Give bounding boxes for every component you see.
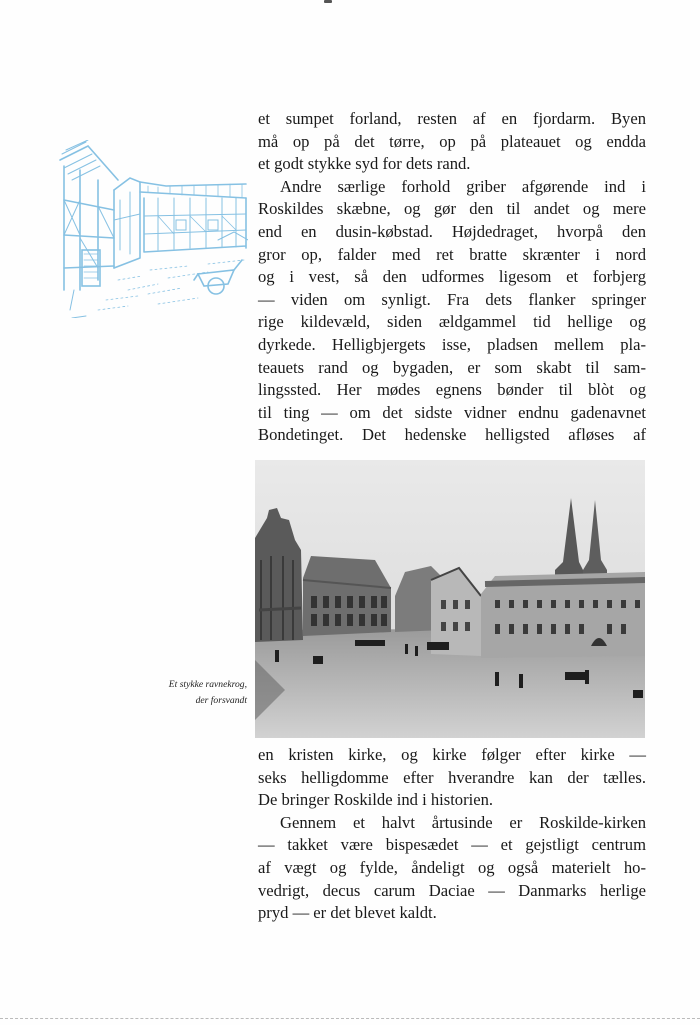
text-line: rige kildevæld, siden ældgammel tid hellige og [258, 312, 646, 332]
text-line: — viden om synligt. Fra dets flanker springer [258, 289, 646, 309]
text-line: til ting — om det sidste vidner endnu gadenavnet [258, 402, 646, 422]
text-line: en kristen kirke, og kirke følger efter kirke — [258, 745, 646, 764]
town-square-photograph [255, 460, 645, 738]
text-line: Bondetinget. Det hedenske helligsted afløses af [258, 425, 646, 445]
print-mark [318, 0, 336, 6]
text-line: lingssted. Her mødes egnens bønder til blòt og [258, 380, 646, 400]
text-line: dyrkede. Helligbjergets isse, pladsen mellem pla- [258, 334, 646, 354]
text-line: må op på det tørre, op på plateauet og endda [258, 131, 646, 151]
text-line: seks helligdomme efter hverandre kan der tælles. [258, 767, 646, 787]
text-line: pryd — er det blevet kaldt. [258, 903, 437, 923]
courtyard-sketch-illustration [58, 140, 248, 318]
body-text-bottom [258, 744, 646, 925]
text-line: — takket være bispesædet — et gejstligt centrum [258, 835, 646, 855]
text-line: et godt stykke syd for dets rand. [258, 154, 471, 174]
text-line: Gennem et halvt årtusinde er Roskilde-kirken [280, 812, 646, 832]
text-line: Roskildes skæbne, og gør den til andet og mere [258, 199, 646, 219]
page-edge [0, 1018, 700, 1020]
text-line: De bringer Roskilde ind i historien. [258, 790, 494, 810]
body-text-top [258, 108, 646, 447]
text-line: end en dusin-købstad. Højdedraget, hvorpå den [258, 221, 646, 241]
text-line: af vægt og fylde, åndeligt og også materielt ho- [258, 857, 646, 877]
caption-line: Et stykke ravnekrog, [168, 679, 247, 690]
text-line: vedrigt, decus carum Daciae — Danmarks herlige [258, 880, 646, 900]
text-line: gror op, falder med ret bratte skrænter i nord [258, 244, 646, 264]
caption-line: der forsvandt [195, 695, 247, 706]
text-line: Andre særlige forhold griber afgørende ind i [280, 176, 646, 196]
photo-caption [112, 677, 247, 709]
text-line: teauets rand og bygaden, er som skabt til sam- [258, 357, 646, 377]
text-line: et sumpet forland, resten af en fjordarm. Byen [258, 109, 646, 128]
text-line: og i vest, så den udformes ligesom et forbjerg [258, 267, 646, 287]
